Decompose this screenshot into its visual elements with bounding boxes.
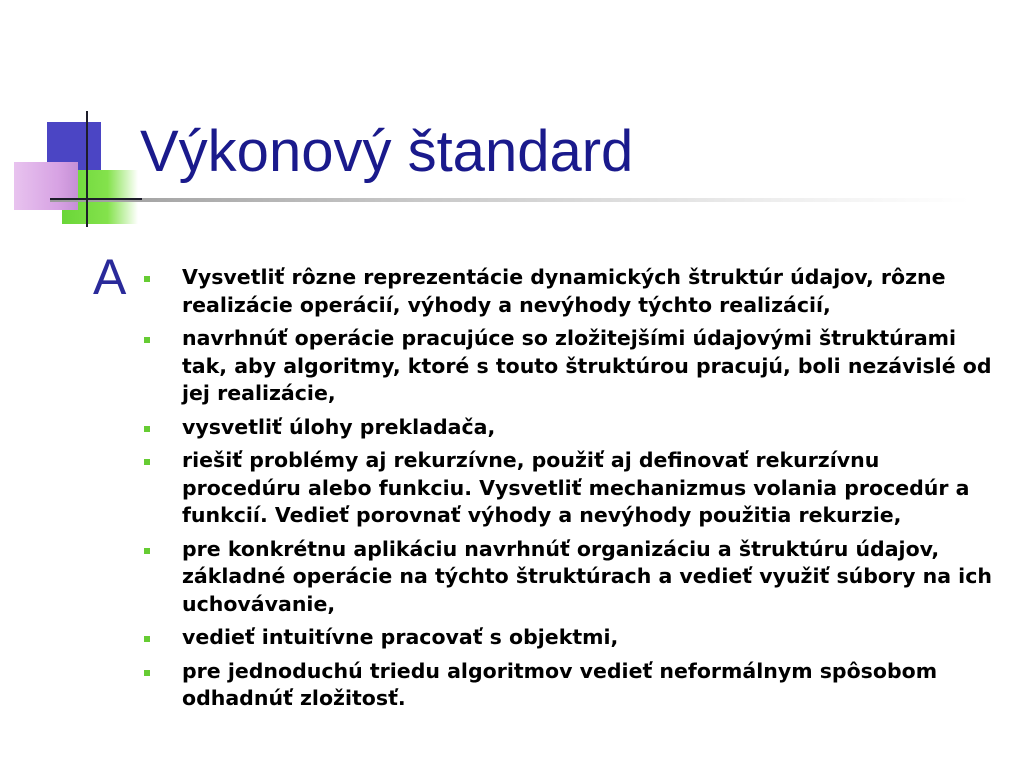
title-underline-rule: [50, 198, 970, 202]
square-bullet-icon: [144, 426, 150, 432]
square-bullet-icon: [144, 337, 150, 343]
bullet-item: [143, 624, 1003, 652]
bullet-text: riešiť problémy aj rekurzívne, použiť aj definovať rekurzívnu procedúru alebo funkciu. Vysvetliť mechanizmus volania procedúr a funkcií. Vedieť porovnať výhody a nevýhody použitia rekurzie,: [182, 448, 970, 527]
bullet-text: Vysvetliť rôzne reprezentácie dynamických štruktúr údajov, rôzne realizácie operácií, výhody a nevýhody týchto realizácií,: [182, 265, 946, 317]
bullet-item: [143, 414, 1003, 442]
decorative-vertical-line: [86, 111, 88, 227]
slide-title: Výkonový štandard: [140, 119, 634, 184]
bullet-item: [143, 536, 1003, 619]
side-letter-label: A: [93, 249, 127, 305]
bullet-list: [143, 264, 1003, 719]
square-bullet-icon: [144, 636, 150, 642]
bullet-item: [143, 264, 1003, 319]
bullet-text: navrhnúť operácie pracujúce so zložitejšími údajovými štruktúrami tak, aby algoritmy, ktoré s touto štruktúrou pracujú, boli nezávislé od jej realizácie,: [182, 326, 992, 405]
square-bullet-icon: [144, 459, 150, 465]
square-bullet-icon: [144, 548, 150, 554]
bullet-text: vysvetliť úlohy prekladača,: [182, 414, 496, 439]
bullet-text: pre konkrétnu aplikáciu navrhnúť organizáciu a štruktúru údajov, základné operácie na týchto štruktúrach a vedieť využiť súbory na ich uchovávanie,: [182, 536, 992, 616]
bullet-item: [143, 447, 1003, 530]
decorative-pink-square: [14, 162, 78, 210]
bullet-text: vedieť intuitívne pracovať s objektmi,: [182, 625, 619, 649]
decorative-horizontal-line: [50, 198, 142, 200]
square-bullet-icon: [144, 670, 150, 676]
square-bullet-icon: [144, 276, 150, 282]
bullet-item: [143, 325, 1003, 408]
bullet-text: pre jednoduchú triedu algoritmov vedieť neformálnym spôsobom odhadnúť zložitosť.: [182, 658, 938, 710]
bullet-item: [143, 658, 1003, 713]
